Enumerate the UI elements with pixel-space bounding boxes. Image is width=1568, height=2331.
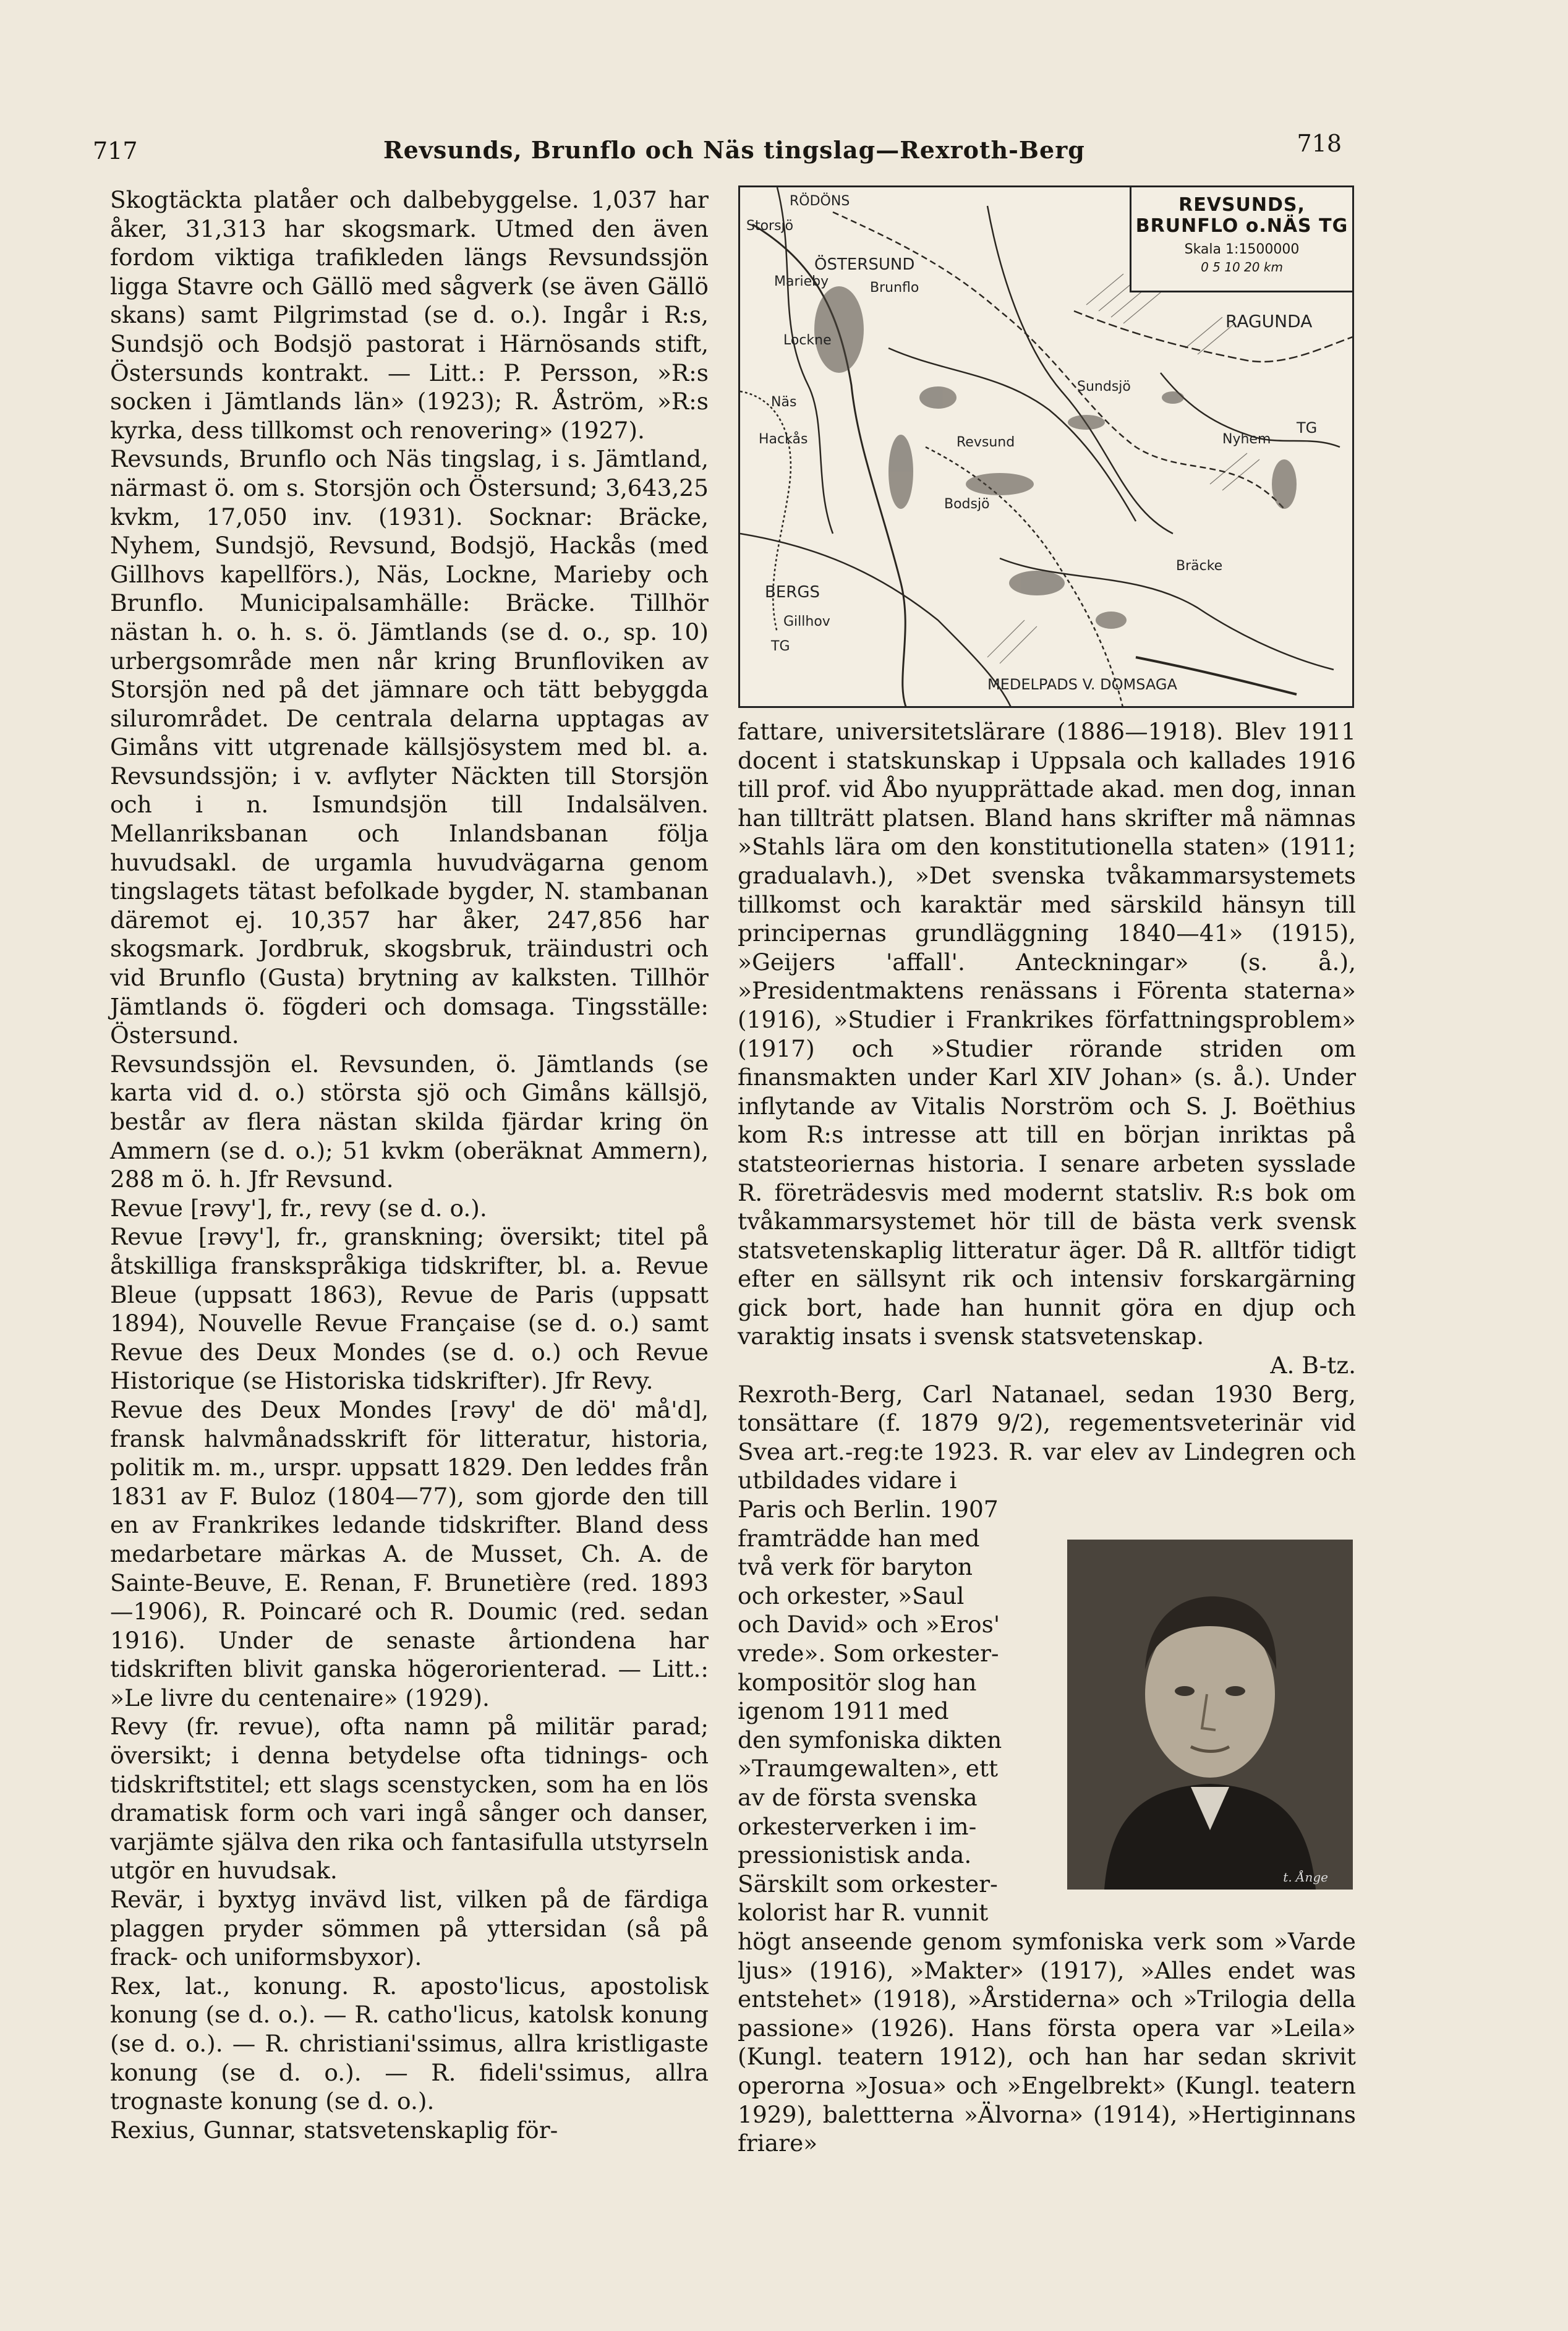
page-number-right: 718 [1297,130,1342,157]
map-label-ragunda: RAGUNDA [1225,311,1313,331]
map-label-gillhov: Gillhov [783,614,830,629]
text-line: Särskilt som orkester- [738,1870,998,1898]
portrait-signature: t. Ånge [1283,1870,1328,1885]
paragraph-rexroth-rest: högt anseende genom symfoniska verk som »Varde ljus» (1916), »Makter» (1917), »Alles endet was entstehet» (1918), »Årstiderna» och »Trilogia della passione» (1926). Hans första opera var »Leila» (Kungl. teatern 1912), och han har sedan skrivit operorna »Josua» och »Engelbrekt» (Kungl. teatern 1929), balettterna »Älvorna» (1914), »Hertiginnans friare» [738,1927,1356,2157]
signature: A. B-tz. [1270,1352,1356,1379]
rexroth-narrow-block [738,1495,1056,1927]
map-label-nas: Näs [771,394,797,410]
map-label-bergs: BERGS [765,583,820,602]
map-label-medelpads: MEDELPADS V. DOMSAGA [987,676,1177,693]
text-line: pressionistisk anda. [738,1841,972,1869]
paragraph-revue-1: Revue [rəvy'], fr., revy (se d. o.). [110,1194,487,1222]
map-label-tg-west: TG [771,639,790,654]
text-line: den symfoniska dikten [738,1726,1002,1754]
text-line: Paris och Berlin. 1907 [738,1496,999,1523]
map-label-nyhem: Nyhem [1222,432,1271,447]
portrait-photo [1067,1540,1353,1890]
left-column [110,185,709,2144]
text-line: framträdde han med [738,1524,980,1552]
page-number-left: 717 [93,137,138,164]
running-title: Revsunds, Brunflo och Näs tingslag—Rexroth-Berg [383,136,1085,164]
map-label-hackas: Hackås [759,432,808,447]
text-line: kolorist har R. vunnit [738,1899,989,1927]
paragraph-revy: Revy (fr. revue), ofta namn på militär parad; översikt; i denna betydelse ofta tidnings- och tidskriftstitel; ett slags scenstycken, som ha en lös dramatisk form och vari ingå sånger och danser, varjämte själva den rika och fantasifulla utstyrseln utgör en huvudsak. [110,1713,709,1885]
text-line: och orkester, »Saul [738,1582,965,1609]
paragraph-revue-deux-mondes: Revue des Deux Mondes [rəvy' de dö' må'd], fransk halvmånadsskrift för litteratur, historia, politik m. m., urspr. uppsatt 1829. Den leddes från 1831 av F. Buloz (1804—77), som gjorde den till en av Frankrikes ledande tidskrifter. Bland dess medarbetare märkas A. de Musset, Ch. A. de Sainte-Beuve, E. Renan, F. Brunetière (red. 1893—1906), R. Poincaré och R. Doumic (red. sedan 1916). Under de senaste årtiondena har tidskriften blivit ganska högerorienterad. — Litt.: »Le livre du centenaire» (1929). [110,1396,709,1711]
map-label-rodon: RÖDÖNS [790,194,850,209]
page-header [93,130,1342,173]
paragraph-revsund-continued: Skogtäckta platåer och dalbebyggelse. 1,037 har åker, 31,313 har skogsmark. Utmed den även fordom viktiga trafikleden längs Revsundssjön ligga Stavre och Gällö med sågverk (se även Gällö skans) samt Pilgrimstad (se d. o.). Ingår i R:s, Sundsjö och Bodsjö pastorat i Härnösands stift, Östersunds kontrakt. — Litt.: P. Persson, »R:s socken i Jämtlands län» (1923); R. Åström, »R:s kyrka, dess tillkomst och renovering» (1927). [110,186,709,444]
text-line: orkesterverken i im- [738,1812,977,1840]
map-label-storsjo: Storsjö [746,218,794,234]
map-label-revsund: Revsund [957,435,1015,450]
text-line: två verk för baryton [738,1553,973,1581]
text-line: igenom 1911 med [738,1697,949,1725]
map-label-lockne: Lockne [783,333,832,348]
map-label-sundsjo: Sundsjö [1077,379,1131,394]
text-line: vrede». Som orkester- [738,1640,999,1667]
map-legend-box [1130,187,1352,292]
paragraph-revsundssjon: Revsundssjön el. Revsunden, ö. Jämtlands (se karta vid d. o.) största sjö och Gimåns källsjö, består av flera nästan skilda fjärdar kring ön Ammern (se d. o.); 51 kvkm (oberäknat Ammern), 288 m ö. h. Jfr Revsund. [110,1050,709,1193]
map-label-ostersund: ÖSTERSUND [814,255,915,274]
text-line: och David» och »Eros' [738,1611,1000,1639]
paragraph-rex: Rex, lat., konung. R. aposto'licus, apostolisk konung (se d. o.). — R. catho'licus, katolsk konung (se d. o.). — R. christiani'ssimus, allra kristligaste konung (se d. o.). — R. fideli'ssimus, allra trognaste konung (se d. o.). [110,1972,709,2115]
map-scale-ticks: 0 5 10 20 km [1201,260,1283,275]
paragraph-tingslag: Revsunds, Brunflo och Näs tingslag, i s. Jämtland, närmast ö. om s. Storsjön och Östersund; 3,643,25 kvkm, 17,050 inv. (1931). Socknar: Bräcke, Nyhem, Sundsjö, Revsund, Bodsjö, Hackås (med Gillhovs kapellförs.), Näs, Lockne, Marieby och Brunflo. Municipalsamhälle: Bräcke. Tillhör nästan h. o. h. s. ö. Jämtlands (se d. o., sp. 10) urbergsområde men når kring Brunfloviken av Storsjön ned på det jämnare och tätt bebyggda silurområdet. De centrala delarna upptagas av Gimåns vitt utgrenade källsjösystem med bl. a. Revsundssjön; i v. avflyter Näckten till Storsjön och i n. Ismundsjön till Indalsälven. Mellanriksbanan och Inlandsbanan följa huvudsakl. de urgamla huvudvägarna genom tingslagets tätast befolkade bygder, N. stambanan däremot ej. 10,357 har åker, 247,856 har skogsmark. Jordbruk, skogsbruk, träindustri och vid Brunflo (Gusta) brytning av kalksten. Tillhör Jämtlands ö. fögderi och domsaga. Tingsställe: Östersund. [110,445,709,1049]
map-label-brunflo: Brunflo [870,280,919,296]
map-label-tg-east: TG [1297,419,1318,437]
text-line: av de första svenska [738,1783,978,1811]
district-map [738,185,1354,708]
paragraph-rexius: Rexius, Gunnar, statsvetenskaplig för- [110,2116,558,2144]
portrait-drawing [1067,1540,1353,1890]
paragraph-rexius-continued: fattare, universitetslärare (1886—1918). Blev 1911 docent i statskunskap i Uppsala och kallades 1916 till prof. vid Åbo nyupprättade akad. men dog, innan han tillträtt platsen. Bland hans skrifter må nämnas »Stahls lära om den konstitutionella staten» (1911; gradualavh.), »Det svenska tvåkammarsystemets tillkomst och karaktär med särskild hänsyn till principernas grundläggning 1840—41» (1915), »Geijers 'affall'. Anteckningar» (s. å.), »Presidentmaktens renässans i Förenta staterna» (1916), »Studier i Frankrikes författningsproblem» (1917) och »Studier rörande striden om finansmakten under Karl XIV Johan» (s. å.). Under inflytande av Vitalis Norström och S. J. Boëthius kom R:s intresse att till en början inriktas på statsteoriernas historia. I senare arbeten sysslade R. företrädesvis med modernt statsliv. R:s bok om tvåkammarsystemet hör till de bästa verk svensk statsvetenskaplig litteratur äger. Då R. alltför tidigt efter en sällsynt rik och intensiv forskargärning gick bort, hade han hunnit göra en djup och varaktig insats i svensk statsvetenskap. [738,718,1356,1350]
map-scale: Skala 1:1500000 [1184,242,1300,257]
paragraph-revar: Revär, i byxtyg invävd list, vilken på de färdiga plaggen pryder sömmen på yttersidan (så på frack- och uniformsbyxor). [110,1886,709,1971]
text-line: kompositör slog han [738,1668,977,1696]
paragraph-rexroth-intro: Rexroth-Berg, Carl Natanael, sedan 1930 Berg, tonsättare (f. 1879 9/2), regementsveterinär vid Svea art.-reg:te 1923. R. var elev av Lindegren och utbildades vidare i [738,1380,1356,1494]
map-title: REVSUNDS, BRUNFLO o.NÄS TG [1135,194,1349,237]
map-label-bracke: Bräcke [1176,558,1223,574]
map-label-bodsjo: Bodsjö [944,496,990,512]
paragraph-revue-2: Revue [rəvy'], fr., granskning; översikt; titel på åtskilliga franskspråkiga tidskrifter, bl. a. Revue Bleue (uppsatt 1863), Revue de Paris (uppsatt 1894), Nouvelle Revue Française (se d. o.) samt Revue des Deux Mondes (se d. o.) och Revue Historique (se Historiska tidskrifter). Jfr Revy. [110,1223,709,1395]
map-label-marieby: Marieby [774,274,829,289]
text-line: »Traumgewalten», ett [738,1755,999,1783]
right-column [738,717,1356,2158]
